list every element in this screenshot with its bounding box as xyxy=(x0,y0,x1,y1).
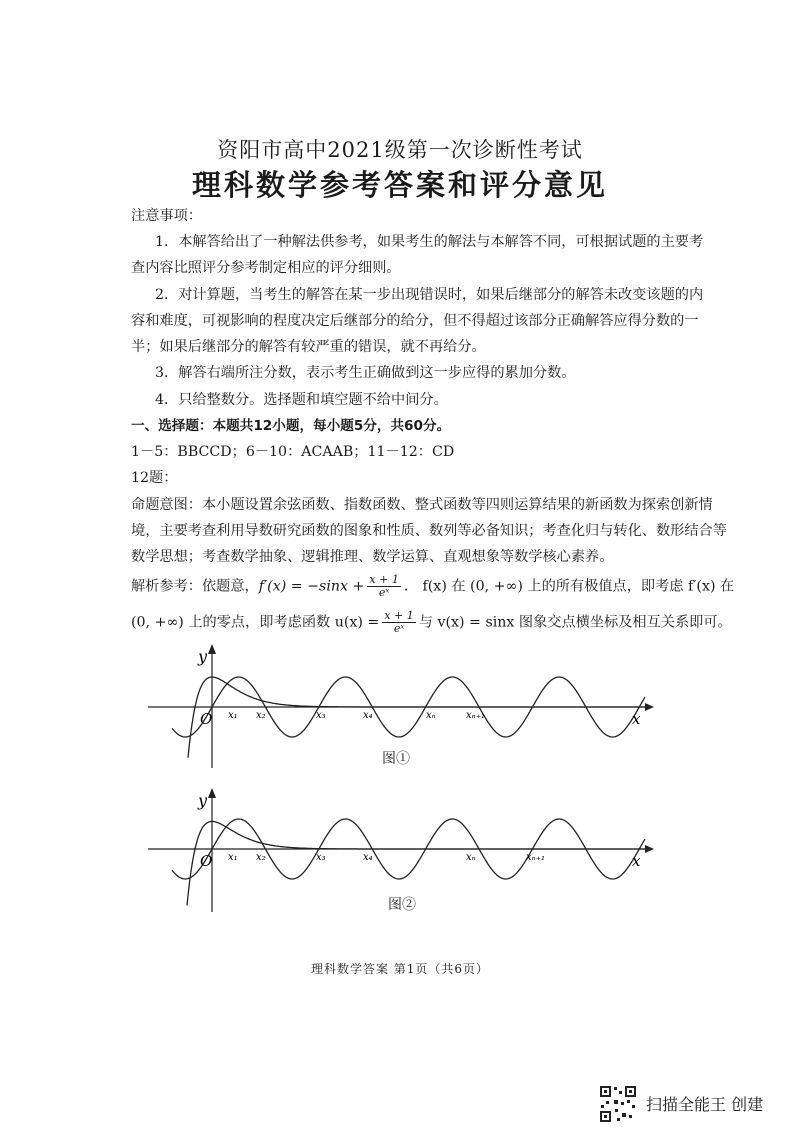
figure-2-point-xn: xₙ xyxy=(466,852,476,863)
figure-2-x-arrow-icon xyxy=(645,845,654,853)
notes-heading: 注意事项： xyxy=(131,208,202,224)
analysis-line-1 xyxy=(131,573,735,599)
fraction-2-numerator: x + 1 xyxy=(384,609,414,622)
fraction-2 xyxy=(382,610,415,635)
note-4: 4．只给整数分。选择题和填空题不给中间分。 xyxy=(155,392,448,408)
analysis-label: 解析参考：依题意， xyxy=(131,578,259,595)
note-2-line-3: 半；如果后继部分的解答有较严重的错误，就不再给分。 xyxy=(131,339,486,355)
analysis-line-1-rest: ． f(x) 在 (0, +∞) 上的所有极值点，即考虑 f′(x) 在 xyxy=(403,578,735,595)
figure-1-point-x3: x₃ xyxy=(316,710,326,721)
note-2-line-1: 2．对计算题，当考生的解答在某一步出现错误时，如果后继部分的解答未改变该题的内 xyxy=(155,287,704,303)
choice-answers: 1－5：BBCCD；6－10：ACAAB；11－12：CD xyxy=(131,444,455,460)
figure-1-point-x1: x₁ xyxy=(228,710,238,721)
figure-1-caption: 图① xyxy=(382,751,410,767)
question-12-label: 12题： xyxy=(131,470,178,486)
derivative-expr: f′(x) = −sinx + xyxy=(258,578,365,595)
figure-2-point-x3: x₃ xyxy=(316,852,326,863)
note-2-line-2: 容和难度，可视影响的程度决定后继部分的给分，但不得超过该部分正确解答应得分数的一 xyxy=(131,313,699,329)
figure-2-point-x4: x₄ xyxy=(363,852,373,863)
figure-2-origin-label: O xyxy=(200,852,213,870)
figure-1-point-x4: x₄ xyxy=(363,710,373,721)
figure-2-y-label: y xyxy=(198,791,208,810)
scanner-watermark xyxy=(598,1084,798,1124)
note-1-line-1: 1．本解答给出了一种解法供参考，如果考生的解法与本解答不同，可根据试题的主要考 xyxy=(155,234,704,250)
figure-2-caption: 图② xyxy=(388,897,416,913)
fraction-1-denominator: eˣ xyxy=(378,586,390,599)
fraction-2-denominator: eˣ xyxy=(393,622,405,635)
note-3: 3．解答右端所注分数，表示考生正确做到这一步应得的累加分数。 xyxy=(155,365,576,381)
intent-line-2: 境，主要考查利用导数研究函数的图象和性质、数列等必备知识；考查化归与转化、数形结合等 xyxy=(131,523,727,539)
watermark-text: 扫描全能王 创建 xyxy=(646,1095,764,1114)
answer-title: 理科数学参考答案和评分意见 xyxy=(191,168,608,202)
fraction-1 xyxy=(367,574,400,599)
page-footer: 理科数学答案 第1页（共6页） xyxy=(310,962,490,976)
figure-1-point-xn: xₙ xyxy=(426,710,436,721)
figure-1-origin-label: O xyxy=(200,710,213,728)
figure-1-x-arrow-icon xyxy=(645,703,654,711)
figure-2-point-x1: x₁ xyxy=(228,852,238,863)
intent-line-3: 数学思想；考查数学抽象、逻辑推理、数学运算、直观想象等数学核心素养。 xyxy=(131,549,614,565)
exam-title: 资阳市高中2021级第一次诊断性考试 xyxy=(217,138,583,162)
figure-1-x-label: x xyxy=(632,710,641,728)
figure-1-y-label: y xyxy=(198,647,208,666)
figure-1-point-x2: x₂ xyxy=(256,710,266,721)
analysis-line-2 xyxy=(131,609,732,635)
intent-line-1: 命题意图：本小题设置余弦函数、指数函数、整式函数等四则运算结果的新函数为探索创新情 xyxy=(131,497,713,513)
analysis-line-2-rest: 与 v(x) = sinx 图象交点横坐标及相互关系即可。 xyxy=(418,614,732,631)
note-1-line-2: 查内容比照评分参考制定相应的评分细则。 xyxy=(131,260,401,276)
figure-2-y-arrow-icon xyxy=(208,788,216,798)
figure-2-point-x2: x₂ xyxy=(256,852,266,863)
fraction-1-numerator: x + 1 xyxy=(369,573,399,586)
qr-code-icon xyxy=(598,1084,638,1124)
figure-1-y-arrow-icon xyxy=(208,644,216,654)
analysis-line-2-start: (0, +∞) 上的零点，即考虑函数 u(x) = xyxy=(131,614,380,631)
figure-1-point-xn1: xₙ₊₁ xyxy=(466,710,485,721)
section-1-heading: 一、选择题：本题共12小题，每小题5分，共60分。 xyxy=(131,418,451,434)
figure-2-x-label: x xyxy=(632,852,641,870)
figure-2-point-xn1: xₙ₊₁ xyxy=(526,852,545,863)
